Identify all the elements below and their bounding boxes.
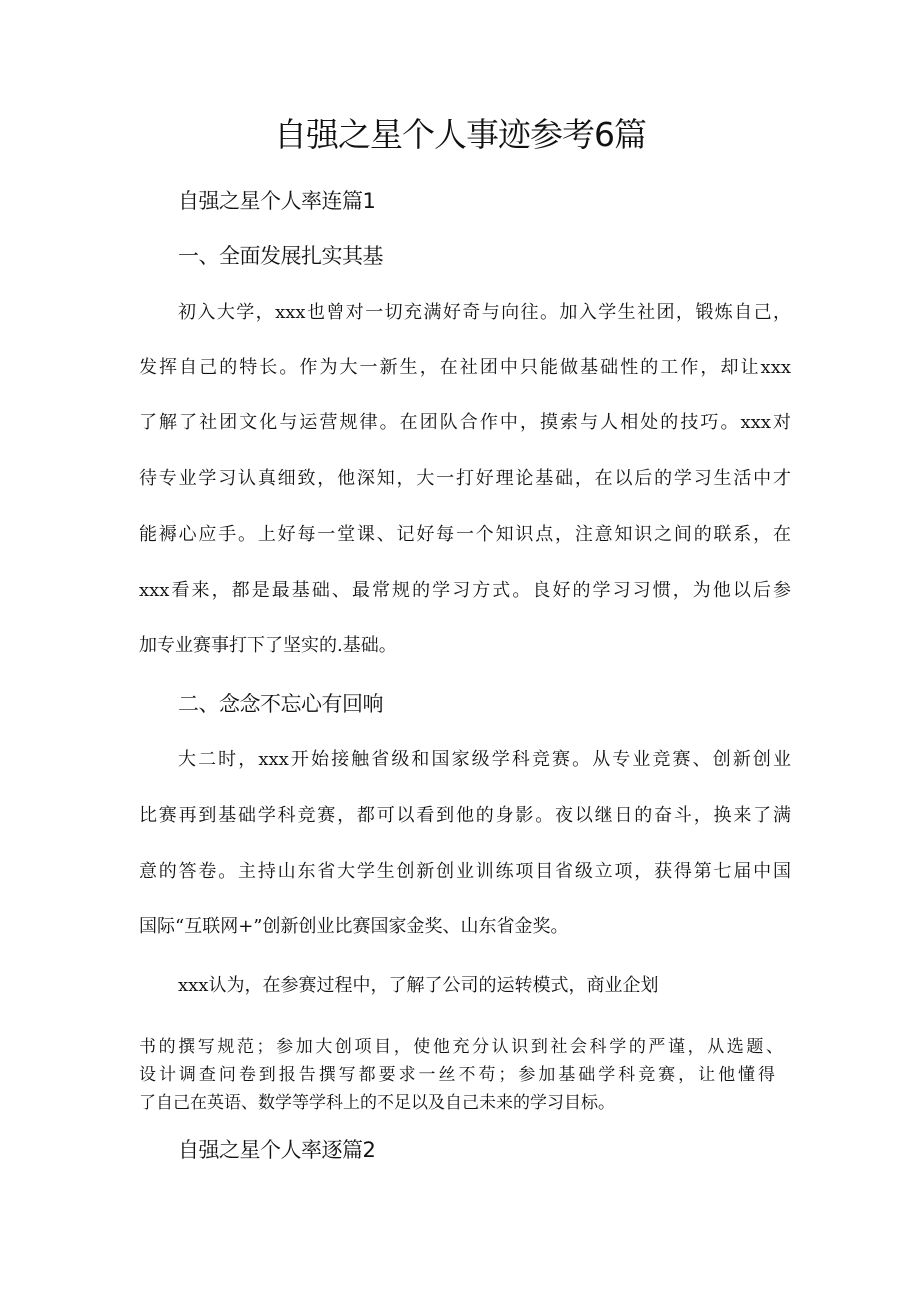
paragraph-line: 比赛再到基础学科竞赛，都可以看到他的身影。夜以继日的奋斗，换来了满 [139,805,791,826]
paragraph-line: 了解了社团文化与运营规律。在团队合作中，摸索与人相处的技巧。xxx对 [139,412,791,433]
paragraph-line: 了自己在英语、数学等学科上的不足以及自己未来的学习目标。 [139,1093,615,1113]
paragraph-line: 待专业学习认真细致，他深知，大一打好理论基础，在以后的学习生活中才 [139,468,791,489]
document-title: 自强之星个人事迹参考6篇 [274,115,646,154]
section-heading-2: 自强之星个人率逐篇2 [178,1138,376,1162]
section-heading-1: 自强之星个人率连篇1 [178,189,376,213]
paragraph-line: 书的撰写规范；参加大创项目，使他充分认识到社会科学的严谨，从选题、 [139,1037,783,1057]
paragraph-line: 能褥心应手。上好每一堂课、记好每一个知识点，注意知识之间的联系，在 [139,524,791,545]
paragraph-line: 大二时，xxx开始接触省级和国家级学科竞赛。从专业竞赛、创新创业 [178,749,791,770]
paragraph-line: 加专业赛事打下了坚实的.基础。 [139,635,397,656]
paragraph-line: 意的答卷。主持山东省大学生创新创业训练项目省级立项，获得第七届中国 [139,861,791,882]
paragraph-line: xxx认为，在参赛过程中，了解了公司的运转模式，商业企划 [178,975,659,996]
paragraph-line: 设计调查问卷到报告撰写都要求一丝不苟；参加基础学科竞赛，让他懂得 [139,1065,775,1085]
paragraph-line: xxx看来，都是最基础、最常规的学习方式。良好的学习习惯，为他以后参 [139,580,791,601]
part-heading-1: 一、全面发展扎实其基 [178,244,383,268]
paragraph-line: 初入大学，xxx也曾对一切充满好奇与向往。加入学生社团，锻炼自己， [178,302,791,323]
paragraph-line: 发挥自己的特长。作为大一新生，在社团中只能做基础性的工作，却让xxx [139,357,791,378]
paragraph-line: 国际“互联网+”创新创业比赛国家金奖、山东省金奖。 [139,916,569,937]
part-heading-2: 二、念念不忘心有回响 [178,692,383,716]
